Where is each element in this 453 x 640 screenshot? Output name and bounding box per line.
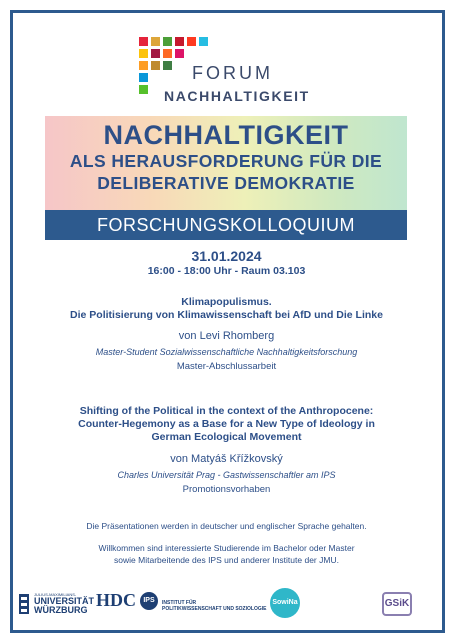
event-time: 16:00 - 18:00 Uhr - Raum 03.103: [147, 265, 306, 277]
ips-logo: [140, 592, 267, 612]
talk-1-title-1: Klimapopulismus.: [181, 296, 272, 308]
logo-square: [151, 85, 160, 94]
title-banner: [45, 116, 407, 210]
logo-square: [139, 85, 148, 94]
talk-2-speaker: von Matyáš Křížkovský: [170, 453, 283, 465]
logo-square: [139, 49, 148, 58]
logo-square: [151, 73, 160, 82]
logo-square: [199, 49, 208, 58]
title-line-3: DELIBERATIVE DEMOKRATIE: [97, 173, 355, 193]
forum-logo-word: FORUM: [192, 63, 273, 83]
welcome-line-2: sowie Mitarbeitende des IPS und anderer Institute der JMU.: [114, 555, 339, 565]
title-line-1: NACHHALTIGKEIT: [103, 120, 349, 150]
talk-2-title-1: Shifting of the Political in the context of the Anthropocene:: [79, 405, 374, 417]
talk-1-speaker: von Levi Rhomberg: [178, 330, 275, 342]
logo-square: [151, 49, 160, 58]
talk-2-type: Promotionsvorhaben: [182, 484, 271, 495]
logo-square: [187, 37, 196, 46]
gsik-badge: GSiK: [382, 592, 412, 616]
logo-square: [175, 73, 184, 82]
talk-1-role: Master-Student Sozialwissenschaftliche Nachhaltigkeitsforschung: [95, 347, 358, 357]
event-date: 31.01.2024: [191, 248, 262, 264]
talk-2-role: Charles Universität Prag - Gastwissenschaftler am IPS: [117, 470, 336, 480]
logo-square: [175, 49, 184, 58]
welcome-line-1: Willkommen sind interessierte Studierende im Bachelor oder Master: [98, 543, 355, 553]
gsik-logo: [382, 592, 412, 616]
logo-square: [175, 61, 184, 70]
title-line-2: ALS HERAUSFORDERUNG FÜR DIE: [69, 151, 383, 171]
nachhaltigkeit-logo-word: NACHHALTIGKEIT: [164, 88, 310, 104]
logo-square: [175, 37, 184, 46]
logo-square: [163, 61, 172, 70]
talk-1: [30, 296, 423, 372]
ips-badge-icon: IPS: [140, 592, 158, 610]
logo-square: [139, 73, 148, 82]
ips-line-1: INSTITUT FÜR: [162, 600, 197, 606]
uni-wuerzburg-logo: [18, 592, 95, 621]
subtitle-bar: FORSCHUNGSKOLLOQUIUM: [45, 210, 407, 240]
talk-2-title-2: Counter-Hegemony as a Base for a New Type of Ideology in: [78, 418, 375, 430]
logo-square: [151, 61, 160, 70]
logo-square: [139, 37, 148, 46]
language-note: Die Präsentationen werden in deutscher und englischer Sprache gehalten.: [86, 521, 367, 531]
sowina-logo: SowiNa: [270, 588, 300, 618]
talk-1-type: Master-Abschlussarbeit: [176, 361, 277, 372]
uni-name-2: WÜRZBURG: [34, 605, 88, 615]
hdc-logo: HDC: [96, 590, 136, 610]
talk-1-title-2: Die Politisierung von Klimawissenschaft bei AfD und Die Linke: [70, 309, 383, 321]
talk-2: [30, 405, 423, 495]
talk-2-title-3: German Ecological Movement: [151, 431, 302, 443]
uni-name-1: UNIVERSITÄT: [34, 596, 95, 606]
ips-line-2: POLITIKWISSENSCHAFT UND SOZIOLOGIE: [162, 606, 267, 612]
logo-square: [139, 61, 148, 70]
logo-square: [163, 37, 172, 46]
uni-small-text: JULIUS-MAXIMILIANS-: [34, 592, 77, 597]
logo-square: [199, 37, 208, 46]
logo-square: [187, 49, 196, 58]
partner-logos: [18, 588, 438, 622]
logo-square: [163, 49, 172, 58]
logo-square: [163, 73, 172, 82]
uni-crest-icon: [18, 592, 30, 616]
logo-square: [151, 37, 160, 46]
